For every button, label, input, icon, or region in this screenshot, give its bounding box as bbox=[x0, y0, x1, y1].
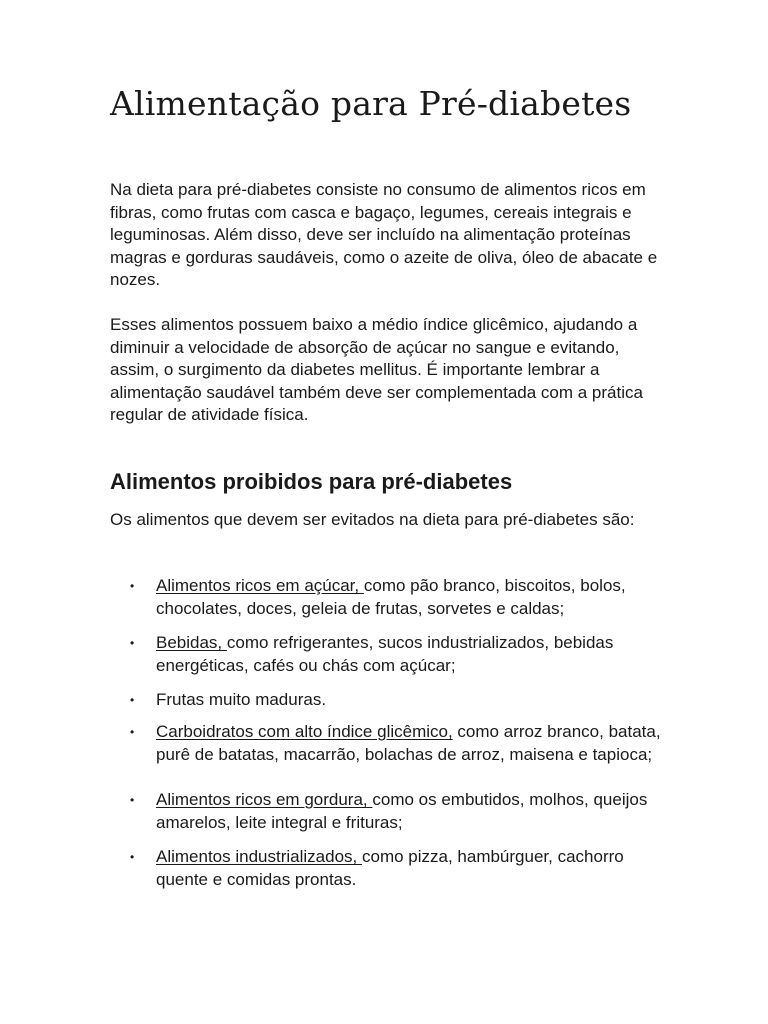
list-item-description: como arroz branco, batata, purê de batatas, macarrão, bolachas de arroz, maisena e tapioca; bbox=[156, 722, 661, 764]
bullet-icon: • bbox=[130, 579, 135, 593]
document-title: Alimentação para Pré-diabetes bbox=[110, 84, 632, 123]
bullet-icon: • bbox=[130, 850, 135, 864]
list-item-description: como pão branco, biscoitos, bolos, chocolates, doces, geleia de frutas, sorvetes e caldas; bbox=[156, 576, 626, 618]
list-item-underlined-term: Alimentos industrializados, bbox=[156, 847, 362, 866]
list-item-text bbox=[156, 632, 666, 677]
list-item-text bbox=[156, 689, 666, 712]
bullet-icon: • bbox=[130, 725, 135, 739]
list-item-text bbox=[156, 721, 666, 766]
list-item-description: como os embutidos, molhos, queijos amarelos, leite integral e frituras; bbox=[156, 790, 648, 832]
bullet-icon: • bbox=[130, 693, 135, 707]
paragraph-glycemic-index: Esses alimentos possuem baixo a médio índice glicêmico, ajudando a diminuir a velocidade de absorção de açúcar no sangue e evitando, assim, o surgimento da diabetes mellitus. É importante lembrar a alimentação saudável também deve ser complementada com a prática regular de atividade física. bbox=[110, 315, 643, 424]
section-heading-forbidden-foods: Alimentos proibidos para pré-diabetes bbox=[110, 469, 513, 494]
list-item-underlined-term: Alimentos ricos em açúcar, bbox=[156, 576, 364, 595]
section-intro: Os alimentos que devem ser evitados na dieta para pré-diabetes são: bbox=[110, 510, 635, 529]
list-item-underlined-term: Bebidas, bbox=[156, 633, 227, 652]
list-item-underlined-term: Carboidratos com alto índice glicêmico, bbox=[156, 722, 453, 741]
list-item-description: Frutas muito maduras. bbox=[156, 690, 327, 709]
list-item-text bbox=[156, 846, 666, 891]
paragraph-fiber-diet: Na dieta para pré-diabetes consiste no consumo de alimentos ricos em fibras, como frutas com casca e bagaço, legumes, cereais integrais e leguminosas. Além disso, deve ser incluído na alimentação proteínas magras e gorduras saudáveis, como o azeite de oliva, óleo de abacate e nozes. bbox=[110, 180, 658, 289]
bullet-icon: • bbox=[130, 636, 135, 650]
list-item-description: como pizza, hambúrguer, cachorro quente e comidas prontas. bbox=[156, 847, 624, 889]
list-item-text bbox=[156, 789, 666, 834]
list-item-text bbox=[156, 575, 666, 620]
list-item-underlined-term: Alimentos ricos em gordura, bbox=[156, 790, 373, 809]
list-item-description: como refrigerantes, sucos industrializados, bebidas energéticas, cafés ou chás com açúcar; bbox=[156, 633, 614, 675]
bullet-icon: • bbox=[130, 793, 135, 807]
